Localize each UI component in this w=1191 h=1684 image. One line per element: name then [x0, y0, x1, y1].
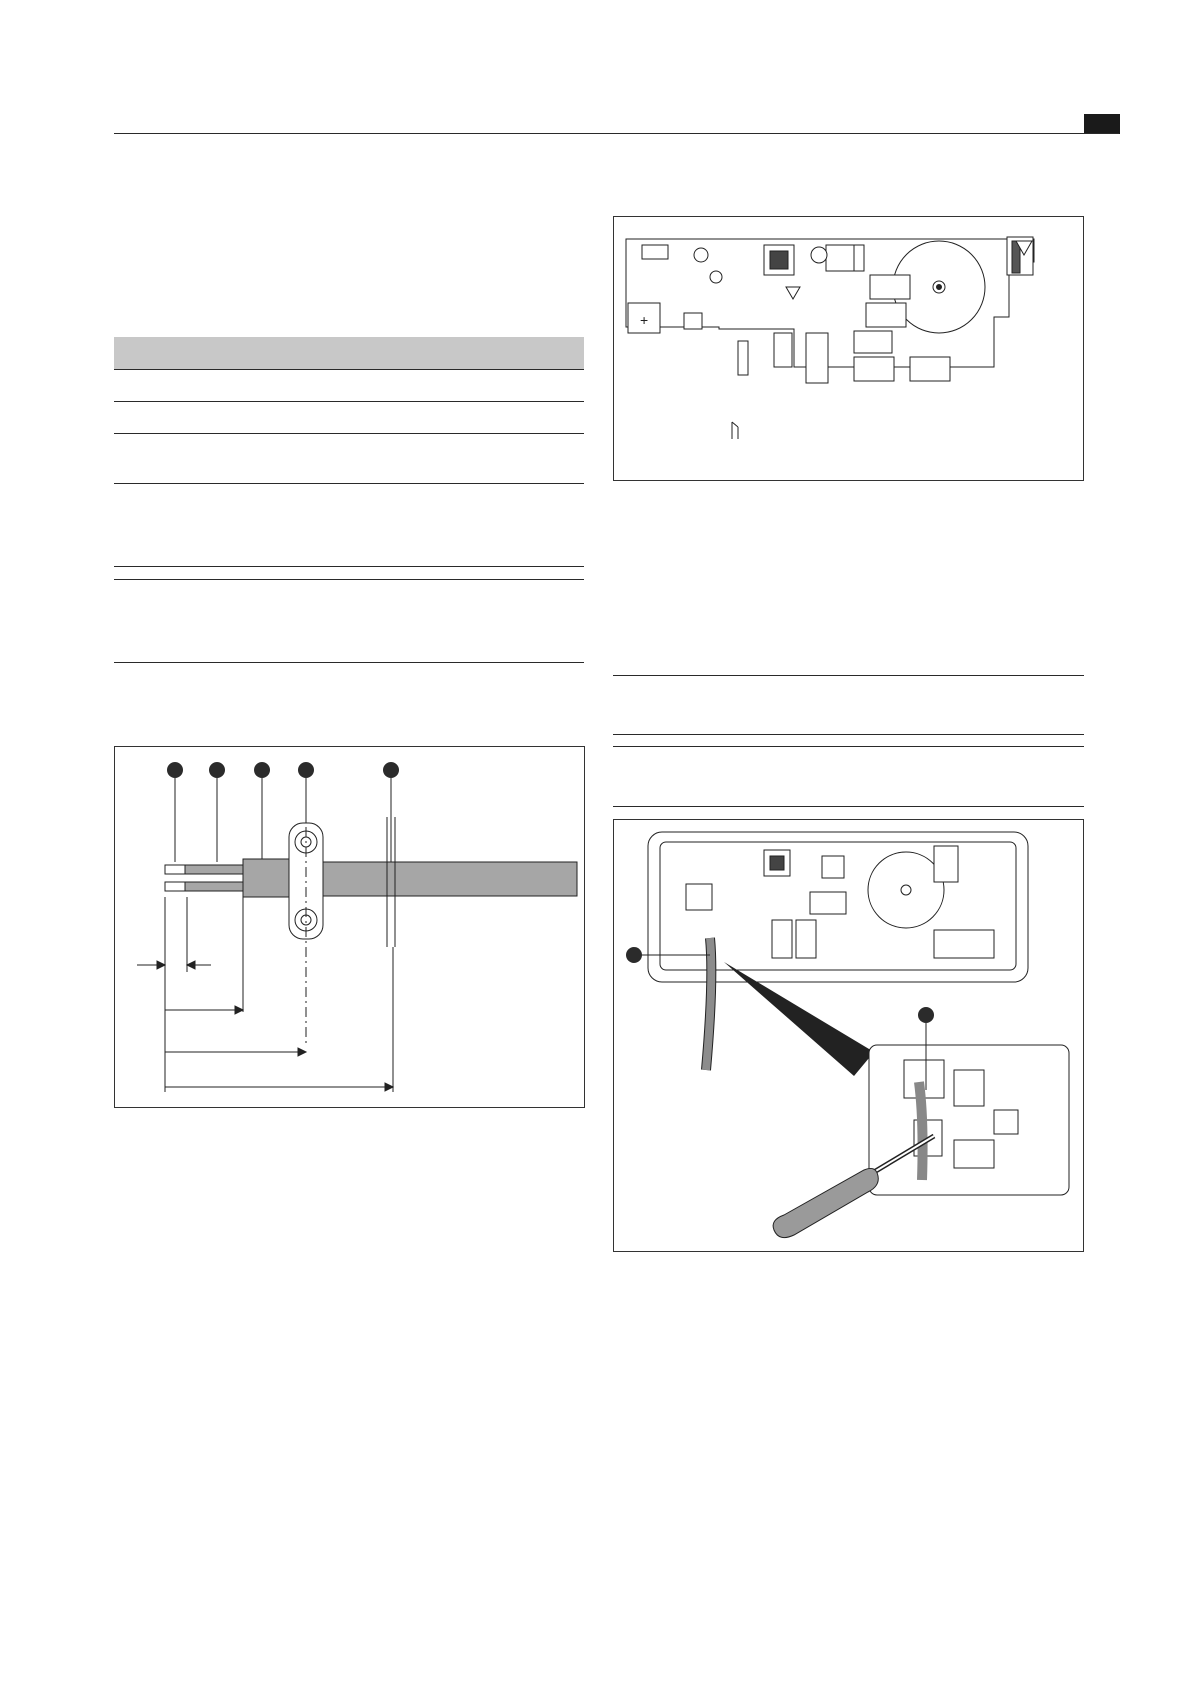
- cable-sheath: [301, 862, 577, 896]
- callout-marker-icon: [918, 1007, 934, 1023]
- cable-wire-upper: [185, 865, 243, 874]
- circuit-board-drawing: [614, 217, 1083, 480]
- plus-label: +: [640, 312, 649, 328]
- table-rule: [114, 566, 584, 567]
- table-header-bar: [114, 337, 584, 369]
- table-rule: [114, 483, 584, 484]
- cable-wire-lower: [185, 882, 243, 891]
- figure-cable-stripping: [114, 746, 585, 1108]
- table-rule: [114, 401, 584, 402]
- section-rule: [613, 806, 1084, 807]
- callout-marker-icon: [298, 762, 314, 778]
- callout-marker-icon: [209, 762, 225, 778]
- table-rule: [114, 433, 584, 434]
- figure-cable-connection: [613, 819, 1084, 1252]
- section-rule: [613, 734, 1084, 735]
- page-tab-marker: [1084, 114, 1120, 134]
- callout-marker-icon: [167, 762, 183, 778]
- callout-marker-icon: [626, 947, 642, 963]
- section-rule: [613, 675, 1084, 676]
- figure-circuit-board: [613, 216, 1084, 481]
- header-rule: [114, 133, 1119, 134]
- table-rule: [114, 662, 584, 663]
- table-rule: [114, 579, 584, 580]
- wire-tip: [165, 865, 185, 874]
- callout-marker-icon: [383, 762, 399, 778]
- zoom-inset: [869, 1045, 1069, 1195]
- section-rule: [613, 746, 1084, 747]
- callout-marker-icon: [254, 762, 270, 778]
- table-rule: [114, 369, 584, 370]
- wire-tip: [165, 882, 185, 891]
- cable-connection-drawing: [614, 820, 1083, 1251]
- cable-stripping-drawing: [115, 747, 584, 1107]
